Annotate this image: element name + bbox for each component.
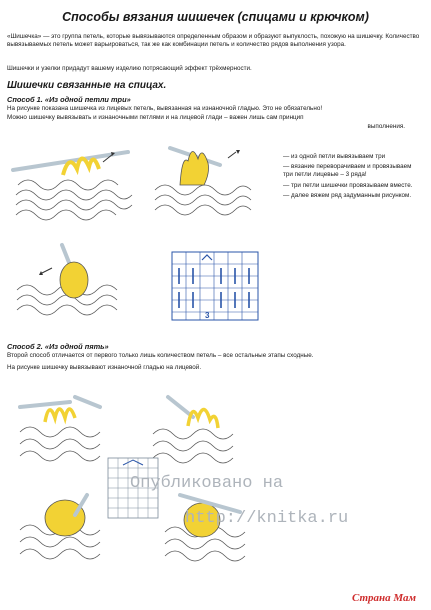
- step-item: — вязание переворачиваем и провязываем три петли лицевые – 3 ряда!: [283, 163, 412, 179]
- illustration-m2-step1: [15, 392, 125, 462]
- intro-paragraph-1: «Шишечка» — это группа петель, которые вывязываются определенным образом и образуют выпуклость, похожую на шишечку. Количество вывязываемых петель может варьироваться, так же как комбинации петель и количество рядов выполнения узора.: [7, 33, 420, 49]
- illustration-step2: [150, 140, 260, 220]
- intro-paragraph-2: Шишечки и узелки придадут вашему изделию потрясающий эффект трёхмерности.: [7, 65, 252, 72]
- page-title: Способы вязания шишечек (спицами и крючком): [62, 10, 369, 24]
- step-item: — далее вяжем ряд задуманным рисунком.: [283, 191, 412, 199]
- watermark-line-2: http://knitka.ru: [185, 509, 349, 528]
- step-item: — из одной петли вывязываем три: [283, 153, 386, 160]
- illustration-m2-step3: [15, 490, 125, 560]
- site-logo: Страна Мам: [352, 592, 417, 604]
- method2-line-2: На рисунке шишечку вывязывают изнаночной гладью на лицевой.: [7, 364, 202, 371]
- method2-line-1: Второй способ отличается от первого только лишь количеством петель – все остальные этапы сходные.: [7, 352, 314, 359]
- illustration-step1: [8, 140, 148, 220]
- step-item: — три петли шишечки провязываем вместе.: [283, 181, 413, 189]
- steps-list: [283, 153, 423, 202]
- chart-label: 3: [205, 311, 210, 320]
- knitting-chart-1: [172, 252, 258, 320]
- method1-line-1: На рисунке показана шишечка из лицевых петель, вывязанная на изнаночной гладью. Это не обязательно!: [7, 105, 323, 112]
- watermark-line-1: Опубликовано на: [130, 474, 284, 493]
- section-heading-knit: Шишечки связанные на спицах.: [7, 80, 167, 91]
- illustration-step3: [12, 240, 132, 320]
- method1-line-2: Можно шишечку вывязывать и изнаночными петлями и на лицевой глади – важен лишь сам принцип: [7, 114, 304, 121]
- method1-title: Способ 1. «Из одной петли три»: [7, 95, 131, 104]
- illustration-m2-step2: [148, 392, 258, 462]
- method1-line-3: выполнения.: [367, 123, 405, 130]
- method2-title: Способ 2. «Из одной пять»: [7, 342, 109, 351]
